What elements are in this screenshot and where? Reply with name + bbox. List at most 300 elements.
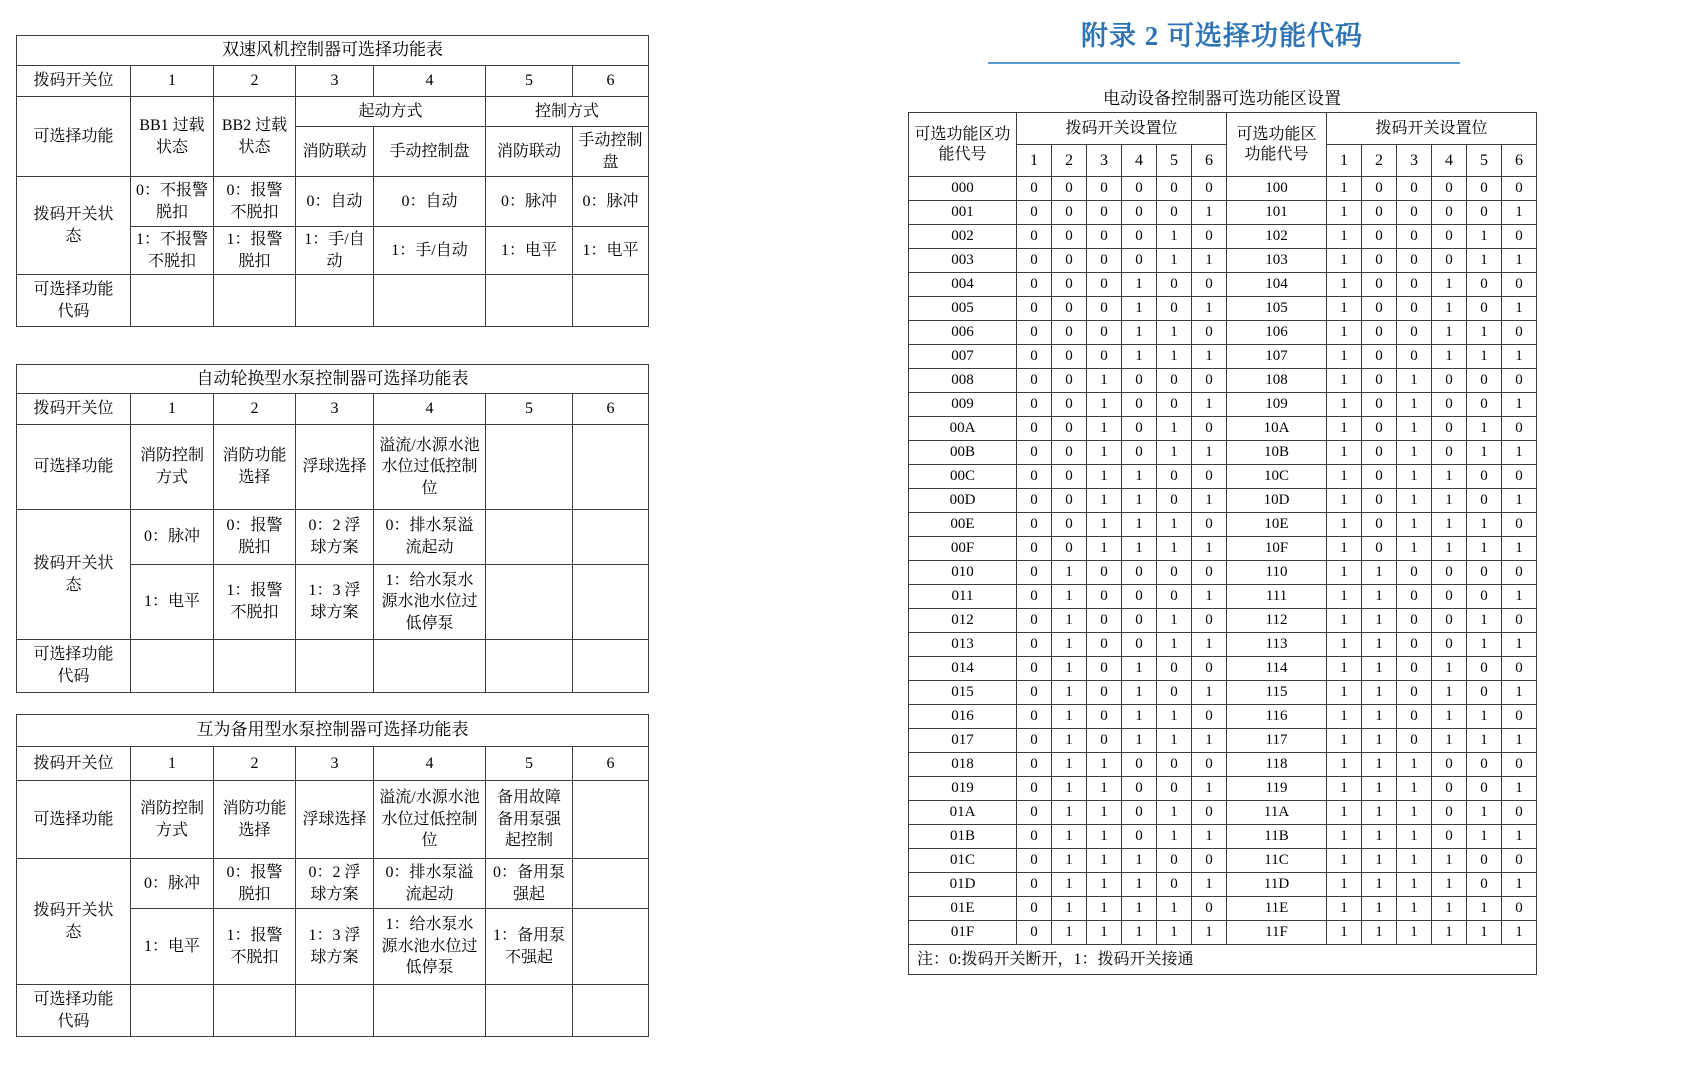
code-table-body — [909, 177, 1537, 945]
code-row — [909, 753, 1537, 777]
bit-cell: 0 — [1467, 273, 1502, 297]
bit-cell: 0 — [1017, 825, 1052, 849]
table-title: 互为备用型水泵控制器可选择功能表 — [17, 715, 649, 747]
bit-cell: 0 — [1087, 201, 1122, 225]
bit-cell: 0 — [1432, 585, 1467, 609]
code-cell: 011 — [909, 585, 1017, 609]
bit-cell: 0 — [1122, 801, 1157, 825]
bit-cell: 0 — [1502, 897, 1537, 921]
bit-cell: 1 — [1327, 321, 1362, 345]
bit-cell: 0 — [1122, 585, 1157, 609]
bit-cell: 1 — [1122, 465, 1157, 489]
empty-cell — [486, 640, 573, 693]
bit-cell: 0 — [1122, 249, 1157, 273]
bit-position-cell: 1 — [1017, 145, 1052, 177]
bit-cell: 1 — [1467, 729, 1502, 753]
bit-cell: 1 — [1192, 873, 1227, 897]
bit-cell: 1 — [1327, 873, 1362, 897]
bit-cell: 0 — [1087, 561, 1122, 585]
bit-cell: 1 — [1502, 393, 1537, 417]
bit-cell: 1 — [1327, 825, 1362, 849]
code-row — [909, 921, 1537, 945]
code-row — [909, 585, 1537, 609]
bit-cell: 1 — [1087, 777, 1122, 801]
bit-cell: 1 — [1327, 489, 1362, 513]
bit-cell: 1 — [1362, 825, 1397, 849]
table-title: 双速风机控制器可选择功能表 — [17, 36, 649, 66]
code-cell: 00A — [909, 417, 1017, 441]
bit-cell: 0 — [1397, 657, 1432, 681]
bit-cell: 0 — [1087, 273, 1122, 297]
bit-cell: 0 — [1397, 561, 1432, 585]
bit-cell: 0 — [1467, 753, 1502, 777]
empty-cell — [573, 985, 649, 1037]
bit-cell: 0 — [1432, 225, 1467, 249]
bit-cell: 1 — [1327, 441, 1362, 465]
bit-cell: 0 — [1192, 417, 1227, 441]
bit-cell: 1 — [1397, 417, 1432, 441]
bit-cell: 1 — [1362, 633, 1397, 657]
bit-cell: 0 — [1502, 273, 1537, 297]
row-label-selectable-function: 可选择功能 — [17, 97, 131, 177]
state-cell: 1：报警不脱扣 — [214, 565, 296, 640]
bit-cell: 0 — [1017, 321, 1052, 345]
bit-cell: 1 — [1432, 297, 1467, 321]
bit-cell: 1 — [1397, 753, 1432, 777]
bit-cell: 1 — [1087, 489, 1122, 513]
bit-cell: 0 — [1467, 369, 1502, 393]
bit-cell: 1 — [1432, 921, 1467, 945]
bit-cell: 1 — [1502, 489, 1537, 513]
bit-cell: 1 — [1122, 345, 1157, 369]
function-code-table — [908, 112, 1537, 975]
bit-cell: 0 — [1157, 849, 1192, 873]
bit-position-cell: 6 — [1502, 145, 1537, 177]
bit-cell: 1 — [1502, 297, 1537, 321]
bit-cell: 0 — [1052, 345, 1087, 369]
bit-cell: 0 — [1432, 609, 1467, 633]
bit-cell: 0 — [1432, 825, 1467, 849]
bit-cell: 0 — [1017, 633, 1052, 657]
bit-cell: 1 — [1467, 921, 1502, 945]
position-cell: 5 — [486, 66, 573, 97]
state-cell — [486, 565, 573, 640]
bit-cell: 1 — [1397, 897, 1432, 921]
bit-cell: 0 — [1432, 561, 1467, 585]
code-cell: 119 — [1227, 777, 1327, 801]
code-cell: 11F — [1227, 921, 1327, 945]
state-cell: 0：脉冲 — [131, 510, 214, 565]
state-cell: 1：给水泵水源水池水位过低停泵 — [374, 909, 486, 985]
empty-cell — [573, 275, 649, 327]
function-sub-cell: 手动控制盘 — [573, 127, 649, 177]
bit-cell: 1 — [1432, 657, 1467, 681]
bit-cell: 0 — [1467, 561, 1502, 585]
bit-cell: 0 — [1052, 297, 1087, 321]
appendix-title: 附录 2 可选择功能代码 — [1081, 21, 1363, 51]
code-row — [909, 705, 1537, 729]
function-cell: BB1 过载状态 — [131, 97, 214, 177]
bit-cell: 1 — [1192, 585, 1227, 609]
code-row — [909, 417, 1537, 441]
bit-cell: 0 — [1432, 777, 1467, 801]
bit-cell: 1 — [1327, 585, 1362, 609]
bit-cell: 1 — [1087, 417, 1122, 441]
bit-cell: 1 — [1327, 633, 1362, 657]
bit-cell: 0 — [1467, 297, 1502, 321]
bit-cell: 1 — [1467, 897, 1502, 921]
bit-cell: 1 — [1052, 849, 1087, 873]
bit-cell: 1 — [1397, 513, 1432, 537]
bit-cell: 0 — [1502, 705, 1537, 729]
bit-cell: 1 — [1432, 537, 1467, 561]
row-label-selectable-function: 可选择功能 — [17, 425, 131, 510]
bit-cell: 0 — [1017, 417, 1052, 441]
bit-cell: 0 — [1502, 753, 1537, 777]
bit-cell: 1 — [1192, 345, 1227, 369]
row-label-switch-state: 拨码开关状态 — [17, 859, 131, 985]
bit-cell: 1 — [1502, 921, 1537, 945]
bit-cell: 0 — [1052, 417, 1087, 441]
header-code-left: 可选功能区功能代号 — [909, 113, 1017, 177]
bit-cell: 1 — [1052, 921, 1087, 945]
bit-cell: 0 — [1362, 225, 1397, 249]
bit-cell: 1 — [1122, 681, 1157, 705]
bit-cell: 1 — [1432, 489, 1467, 513]
code-row — [909, 825, 1537, 849]
code-row — [909, 321, 1537, 345]
bit-cell: 0 — [1017, 201, 1052, 225]
bit-position-cell: 4 — [1432, 145, 1467, 177]
bit-position-cell: 2 — [1052, 145, 1087, 177]
bit-cell: 0 — [1017, 465, 1052, 489]
code-cell: 010 — [909, 561, 1017, 585]
state-cell: 0：2 浮球方案 — [296, 510, 374, 565]
bit-cell: 0 — [1362, 201, 1397, 225]
bit-cell: 1 — [1122, 321, 1157, 345]
state-cell: 1：给水泵水源水池水位过低停泵 — [374, 565, 486, 640]
position-cell: 5 — [486, 747, 573, 781]
code-row — [909, 393, 1537, 417]
bit-cell: 1 — [1087, 465, 1122, 489]
bit-cell: 0 — [1432, 633, 1467, 657]
code-cell: 003 — [909, 249, 1017, 273]
bit-cell: 1 — [1122, 873, 1157, 897]
bit-cell: 0 — [1192, 177, 1227, 201]
bit-cell: 1 — [1467, 513, 1502, 537]
bit-cell: 1 — [1122, 297, 1157, 321]
bit-cell: 1 — [1327, 369, 1362, 393]
row-label-switch-state: 拨码开关状态 — [17, 177, 131, 275]
bit-cell: 1 — [1052, 873, 1087, 897]
bit-cell: 1 — [1157, 417, 1192, 441]
code-cell: 01C — [909, 849, 1017, 873]
position-cell: 2 — [214, 747, 296, 781]
bit-cell: 0 — [1192, 897, 1227, 921]
bit-cell: 0 — [1432, 441, 1467, 465]
bit-cell: 1 — [1362, 729, 1397, 753]
bit-cell: 0 — [1432, 369, 1467, 393]
code-row — [909, 345, 1537, 369]
code-row — [909, 657, 1537, 681]
state-cell: 0：脉冲 — [486, 177, 573, 227]
bit-cell: 1 — [1327, 297, 1362, 321]
bit-cell: 1 — [1327, 513, 1362, 537]
bit-cell: 0 — [1157, 873, 1192, 897]
code-row — [909, 561, 1537, 585]
bit-cell: 1 — [1087, 801, 1122, 825]
bit-cell: 0 — [1122, 777, 1157, 801]
state-cell: 1：3 浮球方案 — [296, 909, 374, 985]
bit-cell: 1 — [1397, 537, 1432, 561]
bit-cell: 0 — [1362, 441, 1397, 465]
bit-cell: 1 — [1192, 633, 1227, 657]
bit-cell: 0 — [1087, 729, 1122, 753]
empty-cell — [374, 985, 486, 1037]
bit-cell: 0 — [1122, 753, 1157, 777]
position-cell: 6 — [573, 747, 649, 781]
code-cell: 01A — [909, 801, 1017, 825]
code-row — [909, 297, 1537, 321]
code-cell: 014 — [909, 657, 1017, 681]
bit-cell: 1 — [1432, 513, 1467, 537]
bit-cell: 0 — [1432, 393, 1467, 417]
bit-cell: 1 — [1362, 921, 1397, 945]
bit-cell: 1 — [1192, 825, 1227, 849]
bit-cell: 0 — [1122, 225, 1157, 249]
bit-cell: 0 — [1052, 393, 1087, 417]
bit-cell: 1 — [1467, 609, 1502, 633]
bit-cell: 1 — [1327, 609, 1362, 633]
state-cell — [486, 510, 573, 565]
bit-cell: 1 — [1052, 897, 1087, 921]
bit-cell: 1 — [1157, 345, 1192, 369]
bit-cell: 1 — [1157, 825, 1192, 849]
empty-cell — [296, 640, 374, 693]
code-cell: 10D — [1227, 489, 1327, 513]
bit-cell: 1 — [1327, 897, 1362, 921]
bit-cell: 0 — [1122, 417, 1157, 441]
bit-cell: 0 — [1502, 321, 1537, 345]
state-cell: 1：手/自动 — [296, 227, 374, 275]
bit-cell: 0 — [1017, 753, 1052, 777]
code-cell: 118 — [1227, 753, 1327, 777]
bit-cell: 0 — [1432, 417, 1467, 441]
bit-cell: 0 — [1397, 729, 1432, 753]
bit-cell: 0 — [1087, 633, 1122, 657]
bit-cell: 0 — [1122, 369, 1157, 393]
code-cell: 114 — [1227, 657, 1327, 681]
bit-cell: 1 — [1502, 873, 1537, 897]
state-cell: 1：3 浮球方案 — [296, 565, 374, 640]
code-cell: 116 — [1227, 705, 1327, 729]
bit-cell: 0 — [1362, 537, 1397, 561]
row-label-switch-position: 拨码开关位 — [17, 66, 131, 97]
state-cell: 0：报警脱扣 — [214, 510, 296, 565]
bit-cell: 1 — [1397, 489, 1432, 513]
bit-cell: 0 — [1052, 441, 1087, 465]
bit-cell: 0 — [1192, 225, 1227, 249]
bit-cell: 0 — [1052, 177, 1087, 201]
code-cell: 105 — [1227, 297, 1327, 321]
code-cell: 001 — [909, 201, 1017, 225]
bit-cell: 0 — [1362, 273, 1397, 297]
code-cell: 103 — [1227, 249, 1327, 273]
bit-cell: 1 — [1397, 369, 1432, 393]
bit-cell: 1 — [1157, 441, 1192, 465]
bit-cell: 1 — [1432, 465, 1467, 489]
bit-cell: 1 — [1157, 609, 1192, 633]
bit-cell: 0 — [1397, 321, 1432, 345]
bit-cell: 0 — [1087, 585, 1122, 609]
bit-cell: 1 — [1327, 201, 1362, 225]
bit-cell: 1 — [1192, 249, 1227, 273]
bit-cell: 0 — [1432, 249, 1467, 273]
position-cell: 6 — [573, 66, 649, 97]
bit-cell: 0 — [1467, 585, 1502, 609]
bit-cell: 1 — [1122, 657, 1157, 681]
bit-cell: 1 — [1327, 561, 1362, 585]
code-cell: 006 — [909, 321, 1017, 345]
bit-cell: 1 — [1122, 513, 1157, 537]
bit-cell: 1 — [1122, 849, 1157, 873]
code-row — [909, 225, 1537, 249]
bit-cell: 0 — [1362, 321, 1397, 345]
bit-cell: 0 — [1397, 249, 1432, 273]
bit-cell: 1 — [1397, 393, 1432, 417]
bit-cell: 0 — [1157, 201, 1192, 225]
bit-cell: 0 — [1157, 369, 1192, 393]
bit-cell: 1 — [1432, 345, 1467, 369]
code-cell: 109 — [1227, 393, 1327, 417]
code-cell: 00E — [909, 513, 1017, 537]
code-cell: 11D — [1227, 873, 1327, 897]
bit-cell: 0 — [1467, 201, 1502, 225]
empty-cell — [374, 275, 486, 327]
bit-position-cell: 6 — [1192, 145, 1227, 177]
bit-cell: 0 — [1192, 465, 1227, 489]
code-row — [909, 273, 1537, 297]
bit-cell: 0 — [1192, 609, 1227, 633]
code-cell: 019 — [909, 777, 1017, 801]
bit-cell: 1 — [1192, 921, 1227, 945]
bit-cell: 0 — [1467, 777, 1502, 801]
bit-cell: 0 — [1362, 489, 1397, 513]
bit-cell: 1 — [1327, 225, 1362, 249]
code-cell: 009 — [909, 393, 1017, 417]
bit-cell: 1 — [1327, 801, 1362, 825]
bit-cell: 1 — [1502, 585, 1537, 609]
bit-cell: 1 — [1467, 441, 1502, 465]
position-cell: 1 — [131, 394, 214, 425]
code-cell: 101 — [1227, 201, 1327, 225]
code-cell: 01E — [909, 897, 1017, 921]
bit-cell: 0 — [1362, 369, 1397, 393]
bit-cell: 1 — [1362, 561, 1397, 585]
code-row — [909, 513, 1537, 537]
bit-cell: 1 — [1157, 705, 1192, 729]
position-cell: 5 — [486, 394, 573, 425]
bit-cell: 0 — [1502, 513, 1537, 537]
bit-cell: 0 — [1017, 585, 1052, 609]
bit-cell: 1 — [1467, 705, 1502, 729]
bit-cell: 1 — [1362, 657, 1397, 681]
bit-cell: 0 — [1192, 513, 1227, 537]
bit-cell: 0 — [1397, 705, 1432, 729]
title-underline — [988, 62, 1460, 64]
bit-cell: 1 — [1327, 657, 1362, 681]
bit-cell: 1 — [1327, 393, 1362, 417]
code-cell: 015 — [909, 681, 1017, 705]
bit-cell: 0 — [1017, 393, 1052, 417]
bit-cell: 0 — [1362, 513, 1397, 537]
bit-cell: 1 — [1087, 921, 1122, 945]
bit-cell: 0 — [1087, 609, 1122, 633]
state-cell: 0：报警不脱扣 — [214, 177, 296, 227]
bit-cell: 1 — [1052, 561, 1087, 585]
bit-cell: 1 — [1327, 273, 1362, 297]
bit-cell: 1 — [1052, 825, 1087, 849]
position-cell: 4 — [374, 747, 486, 781]
position-cell: 2 — [214, 394, 296, 425]
code-cell: 112 — [1227, 609, 1327, 633]
bit-cell: 0 — [1052, 465, 1087, 489]
bit-cell: 0 — [1157, 465, 1192, 489]
bit-cell: 1 — [1192, 297, 1227, 321]
bit-cell: 1 — [1502, 681, 1537, 705]
bit-cell: 0 — [1122, 441, 1157, 465]
table-title: 自动轮换型水泵控制器可选择功能表 — [17, 365, 649, 394]
bit-cell: 1 — [1362, 873, 1397, 897]
function-cell — [573, 425, 649, 510]
bit-cell: 1 — [1467, 225, 1502, 249]
bit-cell: 0 — [1087, 681, 1122, 705]
bit-cell: 0 — [1087, 297, 1122, 321]
code-cell: 00F — [909, 537, 1017, 561]
bit-cell: 1 — [1362, 849, 1397, 873]
function-sub-cell: 手动控制盘 — [374, 127, 486, 177]
code-cell: 007 — [909, 345, 1017, 369]
bit-position-cell: 4 — [1122, 145, 1157, 177]
position-cell: 4 — [374, 66, 486, 97]
bit-cell: 1 — [1502, 825, 1537, 849]
code-cell: 10F — [1227, 537, 1327, 561]
code-cell: 11B — [1227, 825, 1327, 849]
code-row — [909, 177, 1537, 201]
code-cell: 107 — [1227, 345, 1327, 369]
bit-cell: 0 — [1122, 201, 1157, 225]
bit-cell: 0 — [1017, 345, 1052, 369]
code-cell: 008 — [909, 369, 1017, 393]
bit-position-cell: 2 — [1362, 145, 1397, 177]
position-cell: 4 — [374, 394, 486, 425]
bit-cell: 1 — [1157, 537, 1192, 561]
bit-cell: 0 — [1017, 369, 1052, 393]
bit-cell: 1 — [1362, 585, 1397, 609]
bit-cell: 1 — [1397, 441, 1432, 465]
bit-cell: 1 — [1327, 705, 1362, 729]
bit-cell: 0 — [1017, 801, 1052, 825]
bit-cell: 1 — [1502, 201, 1537, 225]
bit-cell: 0 — [1087, 657, 1122, 681]
bit-cell: 0 — [1502, 369, 1537, 393]
bit-cell: 1 — [1192, 489, 1227, 513]
bit-cell: 0 — [1157, 561, 1192, 585]
empty-cell — [486, 275, 573, 327]
code-cell: 012 — [909, 609, 1017, 633]
bit-cell: 0 — [1052, 273, 1087, 297]
bit-cell: 1 — [1087, 753, 1122, 777]
